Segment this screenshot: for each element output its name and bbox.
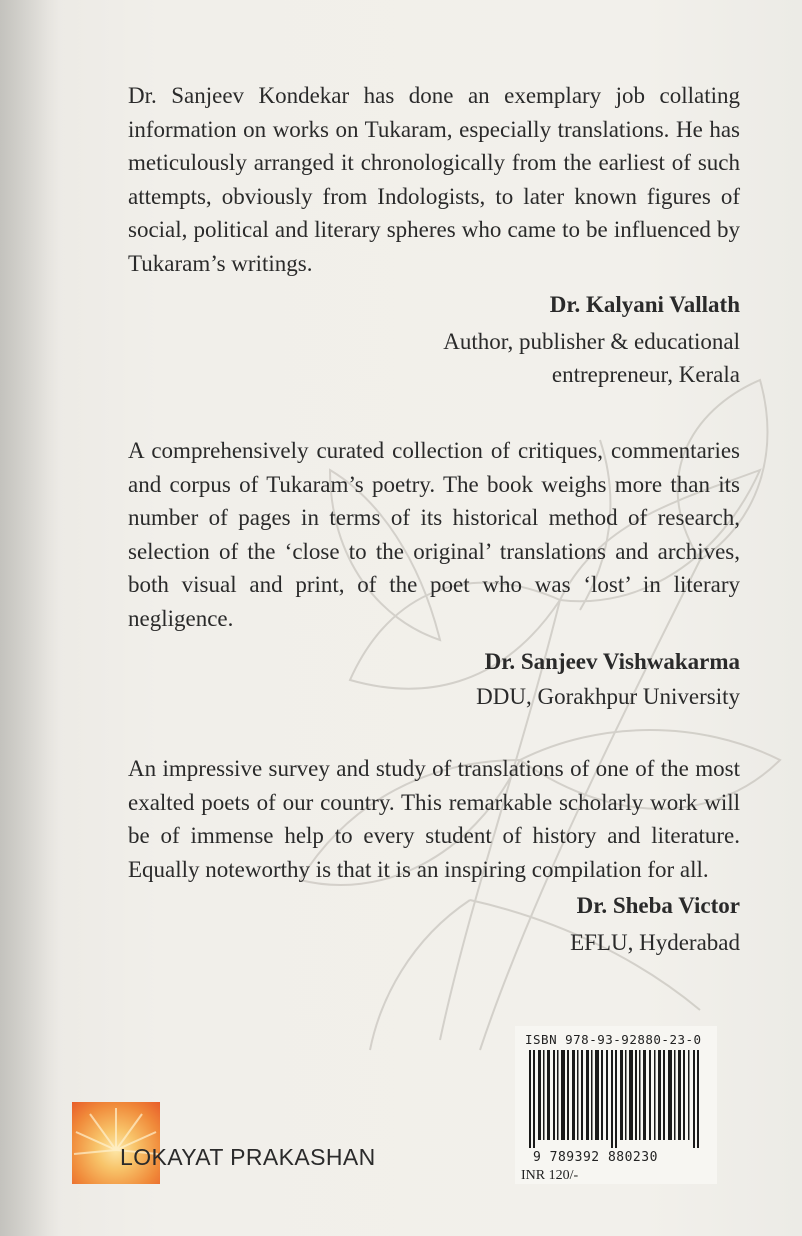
- blurb-1-text: Dr. Sanjeev Kondekar has done an exemplary job collating information on works on Tukaram, especially translations. He has meticulously arranged it chronologically from the earliest of such attempts, obviously from Indologists, to later known figures of social, political and literary spheres who came to be influenced by Tukaram’s writings.: [128, 83, 740, 276]
- blurb-2-text: A comprehensively curated collection of critiques, commentaries and corpus of Tukaram’s poetry. The book weighs more than its number of pages in terms of its historical method of research, selection of the ‘close to the original’ translations and archives, both visual and print, of the poet who was ‘lost’ in literary negligence.: [128, 438, 740, 631]
- barcode-block: [515, 1026, 717, 1184]
- isbn-digits: 9 789392 880230: [533, 1150, 658, 1165]
- blurb-3-role-line1: EFLU, Hyderabad: [570, 930, 740, 955]
- blurb-3-role: [570, 926, 740, 959]
- blurb-1-role-line1: Author, publisher & educational: [443, 329, 740, 354]
- blurb-3-text: An impressive survey and study of translations of one of the most exalted poets of our country. This remarkable scholarly work will be of immense help to every student of history and literature. Equally noteworthy is that it is an inspiring compilation for all.: [128, 756, 740, 882]
- publisher-name: LOKAYAT PRAKASHAN: [120, 1144, 376, 1170]
- blurb-2-role-line1: DDU, Gorakhpur University: [476, 684, 740, 709]
- isbn-label: ISBN 978-93-92880-23-0: [525, 1032, 702, 1047]
- publisher-logo: [72, 1102, 160, 1184]
- blurb-3: [128, 752, 740, 886]
- blurb-1-author: Dr. Kalyani Vallath: [549, 292, 740, 317]
- blurb-1-role: [443, 325, 740, 391]
- price: INR 120/-: [521, 1168, 579, 1183]
- blurb-2-author: Dr. Sanjeev Vishwakarma: [484, 649, 740, 674]
- blurb-1-role-line2: entrepreneur, Kerala: [551, 362, 740, 387]
- blurb-1: [128, 79, 740, 280]
- sunburst-icon: [72, 1102, 160, 1184]
- blurb-2: [128, 434, 740, 635]
- blurb-3-author: Dr. Sheba Victor: [576, 893, 740, 918]
- blurb-2-role: [476, 680, 740, 713]
- barcode-bars: [529, 1050, 705, 1148]
